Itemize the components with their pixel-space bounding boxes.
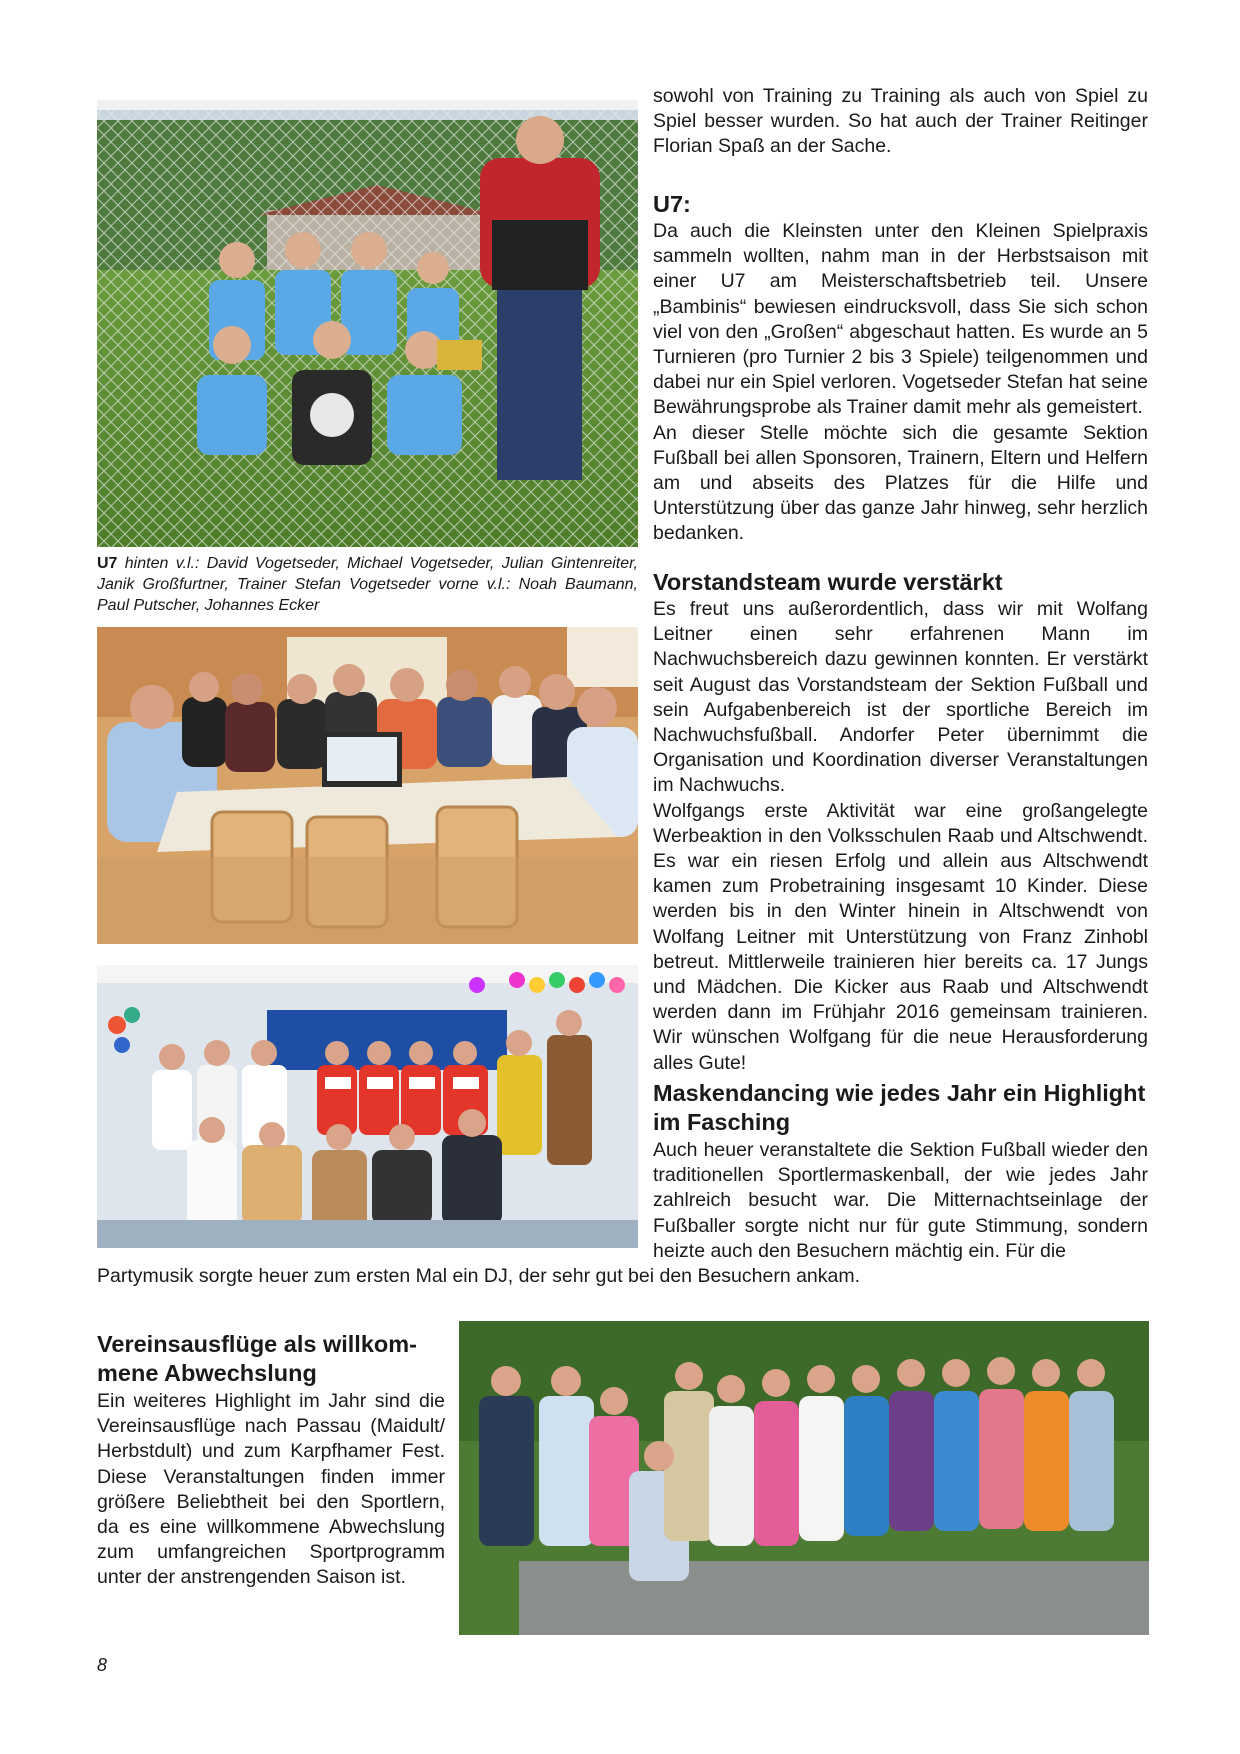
u7-paragraph-2: An dieser Stelle möchte sich die gesamte Sektion Fußball bei allen Sponsoren, Trainern, Eltern und Helfern am und abseits des Platzes für die Hilfe und Unterstützung über das ganze Jahr hinweg, sehr herzlich bedanken.: [653, 421, 1148, 545]
intro-paragraph: sowohl von Training zu Training als auch von Spiel zu Spiel besser wurden. So hat auch der Trainer Reitinger Florian Spaß an der Sache.: [653, 85, 1148, 158]
masken-heading-line-1: Maskendancing wie jedes Jahr ein Highlight: [653, 1080, 1146, 1106]
ausfluege-heading-line-1: Vereinsausflüge als willkom-: [97, 1331, 417, 1357]
u7-paragraph-1: Da auch die Kleinsten unter den Kleinen Spielpraxis sammeln wollten, nahm man in der Herbstsaison mit einer U7 am Meisterschaftsbetrieb teil. Unsere „Bambinis“ bewiesen eindrucksvoll, dass Sie sich schon viel von den „Großen“ abgeschaut hatten. Es wurde an 5 Turnieren (pro Turnier 2 bis 3 Spiele) teilgenommen und dabei nur ein Spiel verloren. Vogetseder Stefan hat seine Bewährungsprobe als Trainer damit mehr als gemeistert.: [653, 220, 1148, 419]
ausfluege-heading: [97, 1330, 452, 1388]
vorstand-heading: Vorstandsteam wurde verstärkt: [653, 569, 1003, 595]
masken-heading-line-2: im Fasching: [653, 1109, 791, 1135]
vorstand-paragraph-1: Es freut uns außerordentlich, dass wir mit Wolfang Leitner einen sehr erfahrenen Mann im Nachwuchsbereich dazu gewinnen konnten. Er verstärkt seit August das Vorstandsteam der Sektion Fußball und sein Aufgabenbereich ist der sportliche Bereich im Nachwuchsfußball. Andorfer Peter übernimmt die Organisation und Koordination diverser Veranstaltungen im Nachwuchs.: [653, 598, 1148, 797]
vorstand-paragraph-2: Wolfgangs erste Aktivität war eine großangelegte Werbeaktion in den Volksschulen Raab und Altschwendt. Es war ein riesen Erfolg und allein aus Altschwendt kamen zum Probetraining insgesamt 10 Kinder. Diese werden bis in den Winter hinein in Altschwendt von Wolfang Leitner mit Unterstützung von Franz Zinhobl betreut. Mittlerweile trainieren hier bereits ca. 17 Jungs und Mädchen. Die Kicker aus Raab und Altschwendt werden dann im Frühjahr 2016 gemeinsam trainieren. Wir wünschen Wolfgang für die neue Herausforderung alles Gute!: [653, 799, 1148, 1074]
ausfluege-heading-line-2: mene Abwechslung: [97, 1360, 317, 1386]
meeting-photo: [97, 627, 638, 944]
photo-caption: [97, 553, 638, 616]
vorstand-text: [653, 597, 1148, 1076]
group-outing-photo: [459, 1321, 1149, 1635]
u7-text: [653, 219, 1148, 547]
u7-heading: U7:: [653, 191, 691, 217]
caption-label: U7: [97, 555, 118, 572]
masken-heading: [653, 1079, 1153, 1137]
masken-continuation: Partymusik sorgte heuer zum ersten Mal ein DJ, der sehr gut bei den Besuchern ankam.: [97, 1265, 861, 1287]
carnival-photo: [97, 965, 638, 1248]
masken-paragraph: Auch heuer veranstaltete die Sektion Fußball wieder den traditionellen Sportlermaskenball, der wie jedes Jahr zahlreich besucht war. Die Mitternachtseinlage der Fußballer sorgte nicht nur für gute Stimmung, sondern heizte auch den Besuchern mächtig ein. Für die: [653, 1139, 1148, 1262]
ausfluege-paragraph: Ein weiteres Highlight im Jahr sind die Vereinsausflüge nach Passau (Maidult/ Herbstdult) und zum Karpfhamer Fest. Diese Veranstaltungen finden immer größere Beliebtheit bei den Sportlern, da es eine willkommene Abwechslung zum umfangreichen Sportprogramm unter der anstrengenden Saison ist.: [97, 1390, 445, 1589]
caption-text: hinten v.l.: David Vogetseder, Michael Vogetseder, Julian Gintenreiter, Janik Großfurtner, Trainer Stefan Vogetseder vorne v.l.: Noah Baumann, Paul Putscher, Johannes Ecker: [97, 555, 638, 614]
u7-team-photo: [97, 100, 638, 547]
page-number: 8: [97, 1655, 108, 1675]
